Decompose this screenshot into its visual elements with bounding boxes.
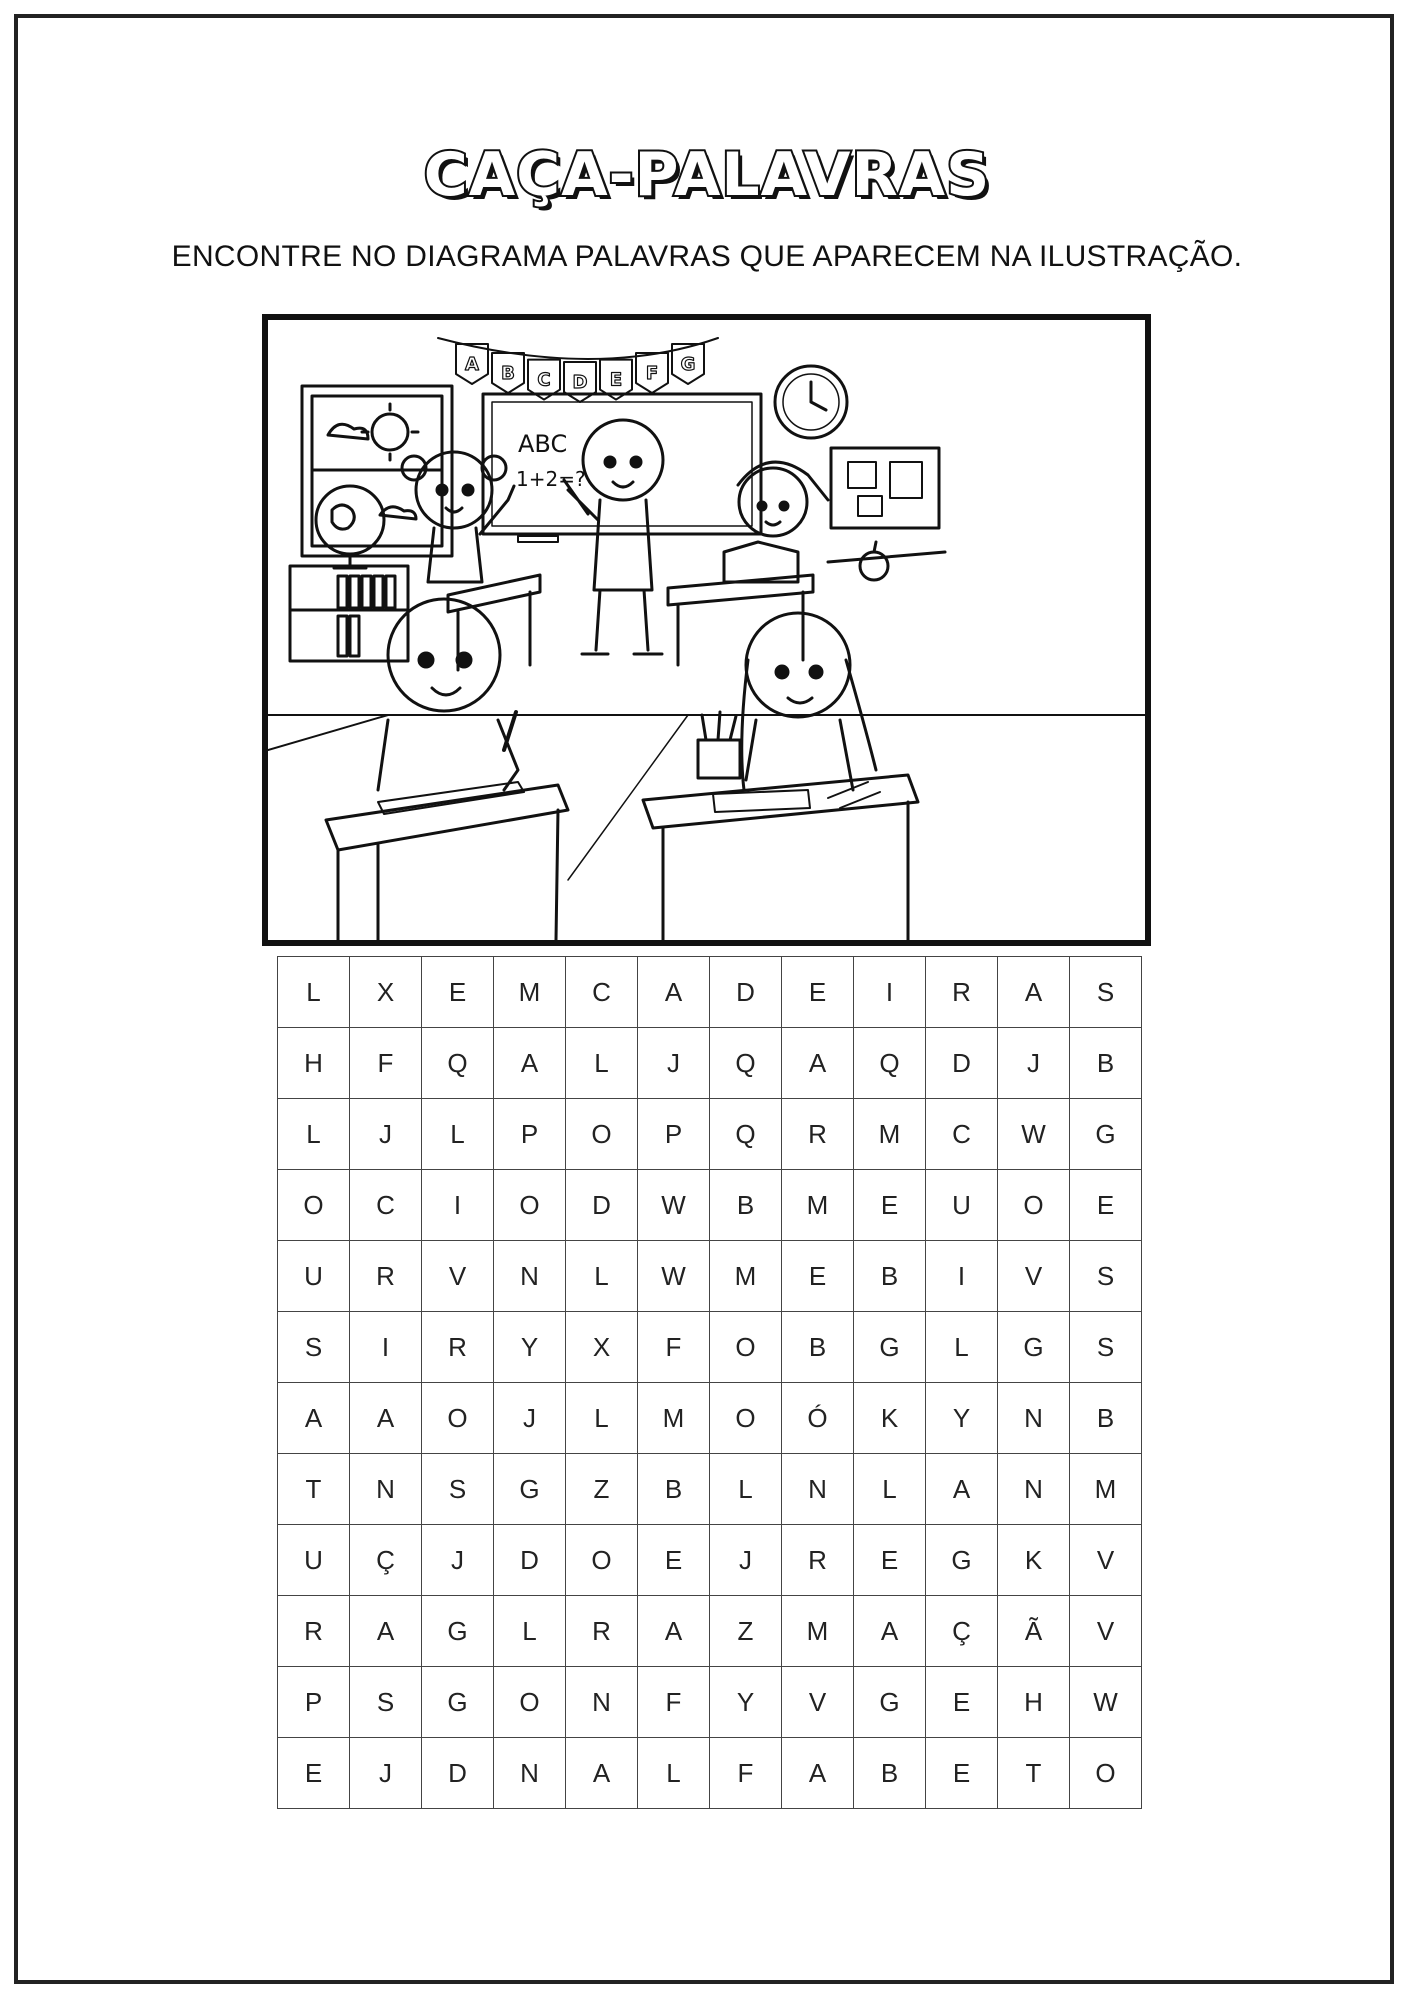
grid-row	[278, 1241, 1142, 1312]
grid-cell[interactable]: W	[638, 1170, 710, 1241]
grid-cell[interactable]: M	[638, 1383, 710, 1454]
grid-cell[interactable]: M	[494, 957, 566, 1028]
grid-cell[interactable]: N	[998, 1454, 1070, 1525]
grid-row	[278, 1028, 1142, 1099]
page-title: CAÇA-PALAVRAS	[423, 140, 991, 210]
grid-cell[interactable]: B	[710, 1170, 782, 1241]
banner-letter: G	[680, 354, 696, 375]
grid-cell[interactable]: B	[782, 1312, 854, 1383]
grid-cell[interactable]: M	[854, 1099, 926, 1170]
grid-cell[interactable]: Q	[854, 1028, 926, 1099]
window-drawing	[302, 386, 452, 556]
grid-cell[interactable]: S	[422, 1454, 494, 1525]
grid-cell[interactable]: L	[854, 1454, 926, 1525]
grid-cell[interactable]: B	[638, 1454, 710, 1525]
grid-cell[interactable]: O	[566, 1525, 638, 1596]
grid-cell[interactable]: R	[926, 957, 998, 1028]
banner-letter: B	[501, 363, 515, 384]
grid-cell[interactable]: R	[782, 1099, 854, 1170]
grid-cell[interactable]: G	[998, 1312, 1070, 1383]
grid-cell[interactable]: B	[854, 1241, 926, 1312]
grid-cell[interactable]: Q	[710, 1028, 782, 1099]
grid-cell[interactable]: C	[926, 1099, 998, 1170]
grid-cell[interactable]: A	[854, 1596, 926, 1667]
grid-cell[interactable]: V	[1070, 1596, 1142, 1667]
grid-cell[interactable]: T	[278, 1454, 350, 1525]
banner-letter: C	[537, 369, 551, 391]
grid-cell[interactable]: R	[782, 1525, 854, 1596]
grid-cell[interactable]: O	[566, 1099, 638, 1170]
grid-cell[interactable]: L	[278, 957, 350, 1028]
grid-cell[interactable]: O	[494, 1667, 566, 1738]
grid-cell[interactable]: C	[566, 957, 638, 1028]
grid-cell[interactable]: O	[278, 1170, 350, 1241]
bookcase-drawing	[290, 566, 408, 661]
grid-cell[interactable]: G	[494, 1454, 566, 1525]
grid-row	[278, 957, 1142, 1028]
grid-cell[interactable]: H	[998, 1667, 1070, 1738]
grid-cell[interactable]: E	[854, 1525, 926, 1596]
grid-cell[interactable]: A	[926, 1454, 998, 1525]
grid-cell[interactable]: G	[1070, 1099, 1142, 1170]
grid-cell[interactable]: X	[566, 1312, 638, 1383]
grid-cell[interactable]: R	[350, 1241, 422, 1312]
grid-cell[interactable]: P	[638, 1099, 710, 1170]
grid-cell[interactable]: A	[638, 957, 710, 1028]
grid-cell[interactable]: V	[422, 1241, 494, 1312]
banner-letter: F	[645, 363, 659, 384]
grid-cell[interactable]: Y	[710, 1667, 782, 1738]
grid-cell[interactable]: L	[710, 1454, 782, 1525]
alphabet-banner	[438, 338, 718, 402]
grid-cell[interactable]: K	[854, 1383, 926, 1454]
writing-boy	[378, 599, 518, 790]
grid-cell[interactable]: L	[566, 1383, 638, 1454]
grid-cell[interactable]: E	[638, 1525, 710, 1596]
front-desk-left	[326, 782, 568, 940]
standing-boy	[564, 420, 663, 654]
grid-cell[interactable]: Q	[422, 1028, 494, 1099]
grid-cell[interactable]: I	[926, 1241, 998, 1312]
grid-cell[interactable]: V	[1070, 1525, 1142, 1596]
clock-drawing	[775, 366, 847, 438]
grid-cell[interactable]: Ã	[998, 1596, 1070, 1667]
grid-cell[interactable]: L	[566, 1028, 638, 1099]
chalkboard-drawing	[483, 394, 761, 542]
classroom-illustration	[262, 314, 1151, 946]
grid-cell[interactable]: O	[1070, 1738, 1142, 1809]
front-desk-right	[643, 712, 918, 940]
grid-cell[interactable]: L	[494, 1596, 566, 1667]
back-desks	[448, 552, 945, 670]
grid-cell[interactable]: J	[350, 1099, 422, 1170]
grid-cell[interactable]: O	[710, 1312, 782, 1383]
grid-cell[interactable]: U	[278, 1525, 350, 1596]
grid-cell[interactable]: A	[566, 1738, 638, 1809]
grid-row	[278, 1667, 1142, 1738]
grid-row	[278, 1312, 1142, 1383]
grid-row	[278, 1383, 1142, 1454]
grid-cell[interactable]: F	[350, 1028, 422, 1099]
grid-row	[278, 1738, 1142, 1809]
grid-cell[interactable]: I	[350, 1312, 422, 1383]
grid-cell[interactable]: A	[278, 1383, 350, 1454]
grid-cell[interactable]: S	[350, 1667, 422, 1738]
grid-cell[interactable]: M	[710, 1241, 782, 1312]
banner-letter: A	[465, 354, 479, 375]
grid-cell[interactable]: O	[494, 1170, 566, 1241]
grid-cell[interactable]: L	[278, 1099, 350, 1170]
grid-cell[interactable]: J	[998, 1028, 1070, 1099]
grid-cell[interactable]: E	[926, 1667, 998, 1738]
grid-cell[interactable]: N	[494, 1738, 566, 1809]
grid-cell[interactable]: V	[998, 1241, 1070, 1312]
grid-cell[interactable]: K	[998, 1525, 1070, 1596]
grid-row	[278, 1525, 1142, 1596]
grid-cell[interactable]: O	[998, 1170, 1070, 1241]
grid-cell[interactable]: L	[638, 1738, 710, 1809]
grid-cell[interactable]: B	[1070, 1028, 1142, 1099]
grid-cell[interactable]: W	[1070, 1667, 1142, 1738]
grid-cell[interactable]: F	[710, 1738, 782, 1809]
grid-cell[interactable]: E	[926, 1738, 998, 1809]
grid-cell[interactable]: D	[422, 1738, 494, 1809]
grid-cell[interactable]: M	[782, 1170, 854, 1241]
grid-cell[interactable]: A	[350, 1596, 422, 1667]
grid-cell[interactable]: D	[566, 1170, 638, 1241]
grid-cell[interactable]: M	[782, 1596, 854, 1667]
grid-cell[interactable]: L	[422, 1099, 494, 1170]
grid-row	[278, 1454, 1142, 1525]
grid-cell[interactable]: N	[566, 1667, 638, 1738]
banner-pennant	[456, 344, 488, 384]
grid-cell[interactable]: G	[854, 1312, 926, 1383]
grid-cell[interactable]: E	[278, 1738, 350, 1809]
grid-row	[278, 1099, 1142, 1170]
grid-cell[interactable]: A	[998, 957, 1070, 1028]
grid-cell[interactable]: A	[494, 1028, 566, 1099]
grid-cell[interactable]: Z	[710, 1596, 782, 1667]
grid-cell[interactable]: S	[1070, 1312, 1142, 1383]
grid-cell[interactable]: I	[854, 957, 926, 1028]
instruction-text: ENCONTRE NO DIAGRAMA PALAVRAS QUE APARECEM NA ILUSTRAÇÃO.	[171, 240, 1243, 273]
grid-cell[interactable]: S	[1070, 1241, 1142, 1312]
grid-cell[interactable]: Z	[566, 1454, 638, 1525]
grid-cell[interactable]: R	[422, 1312, 494, 1383]
grid-cell[interactable]: N	[494, 1241, 566, 1312]
grid-cell[interactable]: L	[926, 1312, 998, 1383]
banner-letter: E	[609, 369, 623, 391]
grid-cell[interactable]: S	[1070, 957, 1142, 1028]
drawing-girl	[742, 613, 876, 790]
grid-cell[interactable]: D	[494, 1525, 566, 1596]
grid-cell[interactable]: N	[350, 1454, 422, 1525]
grid-cell[interactable]: R	[566, 1596, 638, 1667]
grid-cell[interactable]: O	[710, 1383, 782, 1454]
grid-cell[interactable]: E	[1070, 1170, 1142, 1241]
grid-cell[interactable]: E	[422, 957, 494, 1028]
grid-row	[278, 1596, 1142, 1667]
grid-cell[interactable]: Ç	[350, 1525, 422, 1596]
word-search-grid	[277, 956, 1142, 1809]
grid-cell[interactable]: D	[710, 957, 782, 1028]
grid-cell[interactable]: J	[638, 1028, 710, 1099]
grid-cell[interactable]: S	[278, 1312, 350, 1383]
grid-cell[interactable]: J	[422, 1525, 494, 1596]
grid-cell[interactable]: U	[278, 1241, 350, 1312]
grid-cell[interactable]: A	[782, 1738, 854, 1809]
grid-cell[interactable]: L	[566, 1241, 638, 1312]
bulletin-board-drawing	[831, 448, 939, 528]
board-text-sum: 1+2=?	[516, 467, 586, 491]
grid-cell[interactable]: B	[854, 1738, 926, 1809]
grid-cell[interactable]: B	[1070, 1383, 1142, 1454]
grid-row	[278, 1170, 1142, 1241]
banner-pennant	[492, 353, 524, 393]
banner-pennant	[636, 353, 668, 393]
grid-cell[interactable]: P	[494, 1099, 566, 1170]
grid-cell[interactable]: J	[710, 1525, 782, 1596]
grid-cell[interactable]: D	[926, 1028, 998, 1099]
grid-cell[interactable]: J	[350, 1738, 422, 1809]
grid-cell[interactable]: A	[638, 1596, 710, 1667]
grid-cell[interactable]: G	[854, 1667, 926, 1738]
grid-cell[interactable]: I	[422, 1170, 494, 1241]
grid-cell[interactable]: T	[998, 1738, 1070, 1809]
board-text-abc: ABC	[518, 430, 568, 458]
grid-cell[interactable]: P	[278, 1667, 350, 1738]
grid-cell[interactable]: G	[422, 1667, 494, 1738]
grid-cell[interactable]: E	[782, 1241, 854, 1312]
grid-cell[interactable]: A	[782, 1028, 854, 1099]
grid-cell[interactable]: O	[422, 1383, 494, 1454]
grid-cell[interactable]: N	[782, 1454, 854, 1525]
grid-cell[interactable]: W	[638, 1241, 710, 1312]
apple-drawing	[860, 542, 888, 580]
boy-with-cap	[724, 462, 828, 582]
grid-cell[interactable]: J	[494, 1383, 566, 1454]
grid-cell[interactable]: F	[638, 1312, 710, 1383]
grid-cell[interactable]: Y	[494, 1312, 566, 1383]
grid-cell[interactable]: X	[350, 957, 422, 1028]
grid-cell[interactable]: Q	[710, 1099, 782, 1170]
grid-cell[interactable]: C	[350, 1170, 422, 1241]
grid-cell[interactable]: G	[422, 1596, 494, 1667]
grid-cell[interactable]: H	[278, 1028, 350, 1099]
grid-cell[interactable]: W	[998, 1099, 1070, 1170]
banner-letter: D	[572, 372, 588, 393]
grid-cell[interactable]: E	[854, 1170, 926, 1241]
grid-cell[interactable]: Y	[926, 1383, 998, 1454]
grid-cell[interactable]: F	[638, 1667, 710, 1738]
grid-cell[interactable]: V	[782, 1667, 854, 1738]
banner-pennant	[564, 362, 596, 402]
grid-cell[interactable]: N	[998, 1383, 1070, 1454]
grid-cell[interactable]: U	[926, 1170, 998, 1241]
grid-cell[interactable]: E	[782, 957, 854, 1028]
grid-cell[interactable]: A	[350, 1383, 422, 1454]
grid-cell[interactable]: R	[278, 1596, 350, 1667]
grid-cell[interactable]: Ó	[782, 1383, 854, 1454]
grid-cell[interactable]: M	[1070, 1454, 1142, 1525]
grid-cell[interactable]: G	[926, 1525, 998, 1596]
grid-cell[interactable]: Ç	[926, 1596, 998, 1667]
